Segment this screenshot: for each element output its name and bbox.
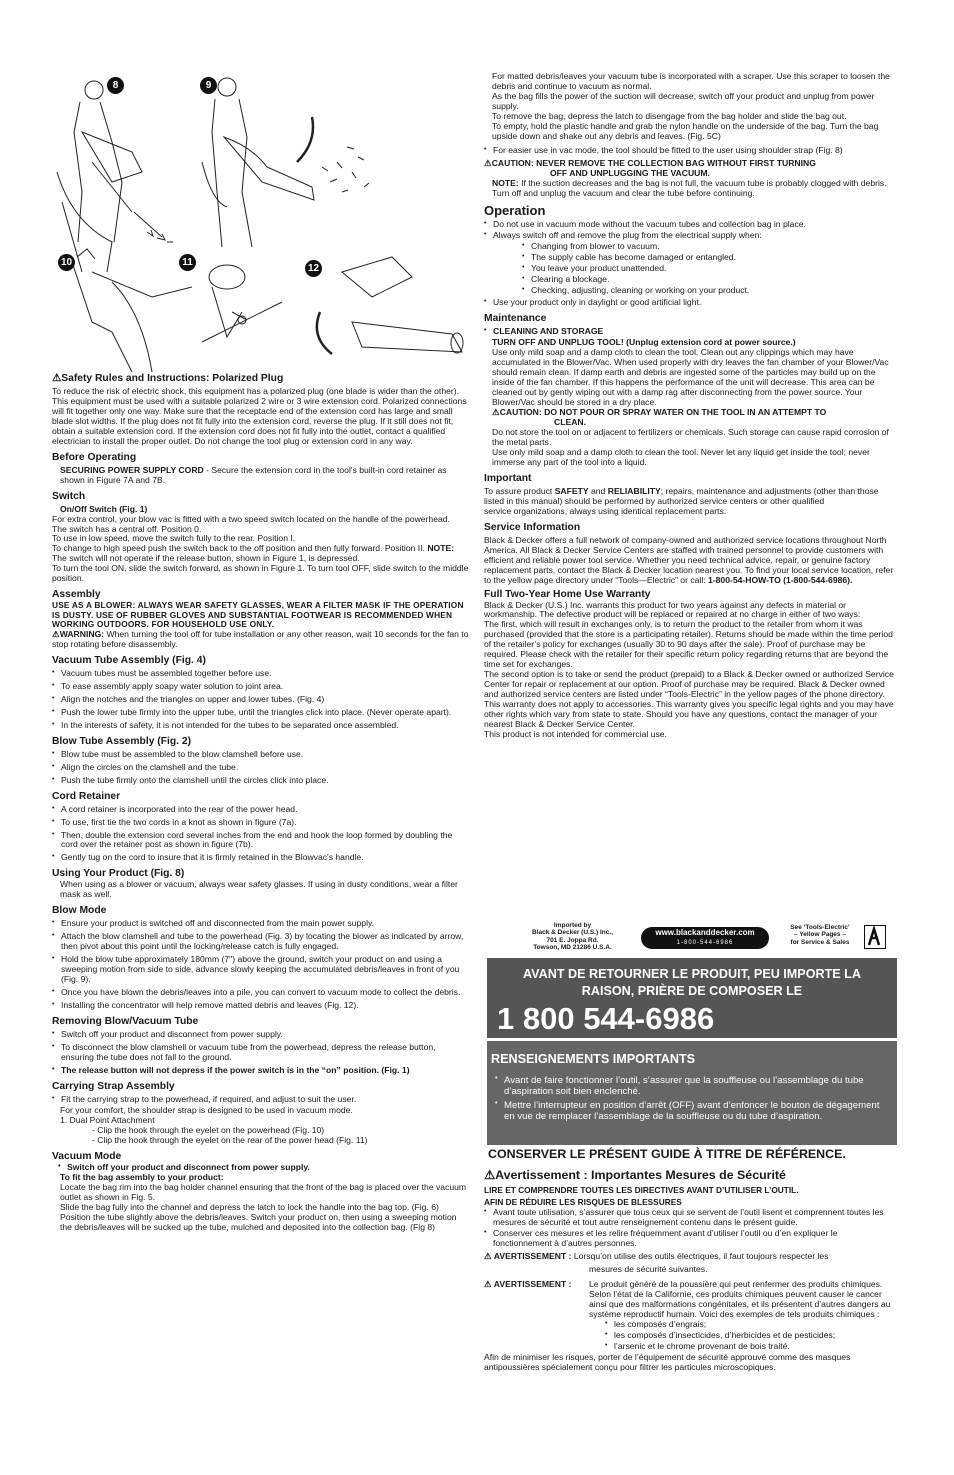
logos-row — [500, 918, 900, 958]
carrying-l3: 1. Dual Point Attachment — [60, 1114, 155, 1125]
warning-triangle-icon: ⚠ — [484, 1168, 496, 1183]
paragraph: Black & Decker (U.S.) Inc. warrants this product for two years against any defects in material or workmanship. The defective product will be replaced or repaired at no charge in either of two ways: — [484, 599, 861, 620]
paragraph: Selon l’état de la Californie, ces produits chimiques peuvent causer le cancer ainsi que des malformations congénitales, et ils présentent d’autres dangers au système reproductif humain. Voici des exemples de tels produits chimiques : — [589, 1288, 891, 1319]
caution-2-cont: CLEAN. — [554, 417, 586, 428]
operation-sublist — [484, 242, 898, 296]
list-item: • l’arsenic et le chrome provenant de bois traité. — [605, 1342, 898, 1352]
carrying-l2: For your comfort, the shoulder strap is designed to be used in vacuum mode. — [60, 1104, 353, 1115]
list-item: • Clearing a blockage. — [522, 275, 898, 285]
list-item: • To disconnect the blow clamshell or vacuum tube from the powerhead, depress the release button, ensuring the tube does not fall to the ground. — [52, 1043, 470, 1063]
vacuum-tube-list — [52, 669, 470, 731]
french-list — [484, 1208, 898, 1249]
list-item: • Do not use in vacuum mode without the vacuum tubes and collection bag in place. — [484, 220, 898, 230]
list-item: • Align the circles on the clamshell and the tube. — [52, 763, 470, 773]
removing-heading: Removing Blow/Vacuum Tube — [52, 1015, 199, 1027]
service-text: Black & Decker offers a full network of company-owned and authorized service locations throughout North America. All Black & Decker Service Centers are staffed with trained personnel to provide customers with efficient and reliable power tool service. Whether you need technical advice, repair, or genuine factory replacement parts, contact the Black & Decker location nearest you. To find your local service location, refer to the yellow page directory under “Tools—Electric” or call: 1-800-54-HOW-TO (1-800-544-6986). — [484, 534, 894, 585]
list-item: • Use your product only in daylight or good artificial light. — [484, 298, 898, 308]
caution-2: ⚠CAUTION: DO NOT POUR OR SPRAY WATER ON THE TOOL IN AN ATTEMPT TO — [492, 407, 827, 418]
list-item: • Once you have blown the debris/leaves into a pile, you can convert to vacuum mode to collect the debris. — [52, 988, 470, 998]
list-item: • The release button will not depress if the power switch is in the “on” position. (Fig. 1) — [52, 1066, 470, 1076]
callout-phone: 1 800 544-6986 — [497, 1001, 715, 1037]
list-item: • To ease assembly apply soapy water solution to joint area. — [52, 682, 470, 692]
paragraph: The first, which will result in exchanges only, is to return the product to the retailer from whom it was purchased (provided that the store is a participating retailer). Returns should be made within the time period of the retailer’s policy for exchanges (usually 30 to 90 days after the sale). Proof of purchase may be required. Please check with the retailer for their specific return policy regarding returns that are beyond the time set for exchanges. — [484, 619, 893, 670]
paragraph: TURN OFF AND UNPLUG TOOL! (Unplug extension cord at power source.) — [492, 337, 796, 348]
website-url: www.blackanddecker.com — [655, 928, 755, 937]
list-item: • Switch off your product and disconnect from power supply. — [58, 1163, 470, 1173]
chem-list — [589, 1320, 898, 1352]
important-heading: Important — [484, 472, 532, 484]
cord-retainer-list — [52, 805, 470, 864]
figure-8-badge: 8 — [107, 77, 124, 94]
list-item: • Checking, adjusting, cleaning or working on your product. — [522, 286, 898, 296]
list-item: • les composés d’insecticides, d’herbicides et de pesticides; — [605, 1331, 898, 1341]
paragraph: Use only mild soap and a damp cloth to clean the tool. Never let any liquid get inside the tool; never immerse any part of the tool into a liquid. — [492, 447, 870, 467]
using-heading: Using Your Product (Fig. 8) — [52, 868, 185, 880]
warning-triangle-icon: ⚠ — [484, 1278, 492, 1289]
before-operating-heading: Before Operating — [52, 451, 137, 463]
renseignements-box — [487, 1041, 897, 1145]
conserver-heading: CONSERVER LE PRÉSENT GUIDE À TITRE DE RÉFÉRENCE. — [488, 1147, 846, 1161]
figure-11-badge: 11 — [179, 254, 196, 271]
phone-callout — [487, 958, 897, 1038]
list-item: • Vacuum tubes must be assembled together before use. — [52, 669, 470, 679]
maintenance-heading: Maintenance — [484, 313, 547, 325]
list-item: • Hold the blow tube approximately 180mm (7") above the ground, switch your product on and using a sweeping motion from side to side, advance slowly keeping the accumulated debris/leaves in front of you (Fig. 9). — [52, 955, 470, 985]
important-text: To assure product SAFETY and RELIABILITY; repairs, maintenance and adjustments (other than those listed in this manual) should be performed by authorized service centers or other qualified — [484, 485, 879, 506]
warning-triangle-icon: ⚠ — [492, 407, 500, 418]
list-item: • Align the notches and the triangles on upper and lower tubes. (Fig. 4) — [52, 695, 470, 705]
list-item: • Push the lower tube firmly into the upper tube, until the triangles click into place. (Never operate apart). — [52, 708, 470, 718]
maintenance-list — [484, 327, 898, 337]
callout-line-2: RAISON, PRIÈRE DE COMPOSER LE — [581, 983, 803, 998]
warning-line: ⚠WARNING: When turning the tool off for tube installation or any other reason, wait 10 seconds for the fan to stop rotating before disassembly. — [52, 629, 469, 650]
carrying-l5: - Clip the hook through the eyelet on the rear of the power head (Fig. 11) — [92, 1134, 368, 1145]
carrying-heading: Carrying Strap Assembly — [52, 1080, 175, 1092]
switch-p5: To turn the tool ON, slide the switch forward, as shown in Figure 1. To turn tool OFF, slide switch to the middle position. — [52, 563, 469, 584]
caution-1: ⚠CAUTION: NEVER REMOVE THE COLLECTION BAG WITHOUT FIRST TURNING — [484, 157, 816, 168]
service-heading: Service Information — [484, 521, 581, 533]
vacuum-mode-heading: Vacuum Mode — [52, 1150, 122, 1162]
paragraph: To remove the bag, depress the latch to disengage from the bag holder and slide the bag out. — [492, 110, 847, 121]
switch-p1: For extra control, your blow vac is fitted with a two speed switch located on the handle of the powerhead. — [52, 513, 450, 524]
warranty-heading: Full Two-Year Home Use Warranty — [484, 588, 651, 600]
list-item: • Installing the concentrator will help remove matted debris and leaves (Fig. 12). — [52, 1001, 470, 1011]
importer-line: Towson, MD 21286 U.S.A. — [533, 944, 612, 952]
importer-line: Black & Decker (U.S.) Inc., — [532, 929, 613, 937]
cord-retainer-heading: Cord Retainer — [52, 790, 121, 802]
list-item: • Then, double the extension cord several inches from the end and hook the loop formed by doubling the cord over the retainer post as shown in figure (7b). — [52, 831, 470, 851]
list-item: • les composés d’engrais; — [605, 1320, 898, 1330]
blow-tube-list — [52, 750, 470, 786]
list-item: • Fit the carrying strap to the powerhead, if required, and adjust to suit the user. — [52, 1095, 470, 1105]
list-item: • Mettre l’interrupteur en position d’arrêt (OFF) avant d’enfoncer le bouton de dégagement en vue de remplacer l’assemblage de la souffleuse ou du tube d’aspiration. — [495, 1100, 887, 1122]
vacuum-mode-list — [52, 1163, 470, 1173]
figure-9-badge: 9 — [200, 77, 217, 94]
list-item: • You leave your product unattended. — [522, 264, 898, 274]
vacuum-mode-sub: To fit the bag assembly to your product: — [60, 1172, 224, 1183]
warning-triangle-icon: ⚠ — [52, 629, 60, 640]
list-item: • CLEANING AND STORAGE — [484, 327, 898, 337]
operation-heading: Operation — [484, 202, 546, 218]
list-item: • Switch off your product and disconnect from power supply. — [52, 1030, 470, 1040]
paragraph: The second option is to take or send the product (prepaid) to a Black & Decker owned or authorized Service Center for repair or replacement at our option. Proof of purchase may be required. Black & Decker owned and authorized service centers are listed under “Tools-Electric” in the yellow pages of the phone directory. — [484, 669, 894, 700]
lire-line: LIRE ET COMPRENDRE TOUTES LES DIRECTIVES AVANT D’UTILISER L’OUTIL. — [484, 1184, 799, 1195]
list-item: • Conserver ces mesures et les relire fréquemment avant d’utiliser l’outil ou d’en expliquer le fonctionnement à d’autres personnes. — [484, 1229, 898, 1249]
importer-line: Imported by — [553, 922, 592, 929]
avertissement-2-label: ⚠ AVERTISSEMENT : — [484, 1278, 572, 1289]
see-line: – Yellow Pages – — [794, 931, 846, 939]
vacuum-mode-p1: Locate the bag rim into the bag holder channel ensuring that the front of the bag is placed over the vacuum outlet as shown in Fig. 5. — [60, 1182, 467, 1203]
figure-10-badge: 10 — [58, 254, 75, 271]
list-item: • For easier use in vac mode, the tool should be fitted to the user using shoulder strap (Fig. 8) — [484, 146, 898, 156]
assembly-heading: Assembly — [52, 589, 101, 601]
vacuum-mode-p3: Position the tube slightly above the debris/leaves. Switch your product on, then using a sweeping motion the debris/leaves will be sucked up the tube, mulched and deposited into the collection bag. (Fig 8) — [60, 1212, 457, 1233]
list-item: • A cord retainer is incorporated into the rear of the power head. — [52, 805, 470, 815]
note: NOTE: If the suction decreases and the bag is not full, the vacuum tube is probably clogged with debris. Turn off and unplug the vacuum and clear the tube before continuing. — [492, 177, 887, 198]
afin-final: Afin de minimiser les risques, porter de l’équipement de sécurité approuvé comme des masques antipoussières spécialement conçu pour filtrer les particules microscopiques. — [484, 1351, 851, 1372]
left-column — [52, 373, 470, 1233]
vacuum-continued — [484, 72, 898, 142]
avertissement-heading: ⚠Avertissement : Importantes Mesures de Sécurité — [484, 1168, 786, 1183]
avertissement-1-cont: mesures de sécurité suivantes. — [589, 1263, 708, 1274]
list-item: • Changing from blower to vacuum. — [522, 242, 898, 252]
safety-text: To reduce the risk of electric shock, this equipment has a polarized plug (one blade is wider than the other). This equipment must be used with a suitable polarized 2 wire or 3 wire extension cord. Polarized connections will fit together only one way. Make sure that the receptacle end of the extension cord has large and small blade slot widths. If the plug does not fit fully into the extension cord, reverse the plug. If it still does not fit, obtain a suitable extension cord. If the extension cord does not fit fully into the outlet, contact a qualified electrician to install the proper outlet. Do not change the tool plug or extension cord in any way. — [52, 385, 467, 446]
see-line: See ‘Tools-Electric’ — [790, 924, 850, 931]
switch-subheading: On/Off Switch (Fig. 1) — [60, 503, 148, 514]
avertissement-2 — [484, 1280, 898, 1353]
list-item: • Attach the blow clamshell and tube to the powerhead (Fig. 3) by locating the blower as indicated by arrow, then pivot about this point until the locking/release catch is fully engaged. — [52, 932, 470, 952]
strap-list — [484, 146, 898, 156]
figures-illustration — [52, 72, 470, 372]
list-item: • Blow tube must be assembled to the blow clamshell before use. — [52, 750, 470, 760]
assembly-caps: USE AS A BLOWER: ALWAYS WEAR SAFETY GLASSES, WEAR A FILTER MASK IF THE OPERATION IS DUSTY. USE OF RUBBER GLOVES AND SUBSTANTIAL FOOTWEAR IS RECOMMENDED WHEN WORKING OUTDOORS. FOR HOUSEHOLD USE ONLY. — [52, 600, 464, 630]
paragraph: Le produit généré de la poussière qui peut renfermer des produits chimiques. — [589, 1278, 883, 1289]
vacuum-mode-p2: Slide the bag fully into the channel and depress the latch to lock the handle into the bag top. (Fig. 6) — [60, 1202, 439, 1213]
operation-list — [484, 220, 898, 241]
blow-mode-heading: Blow Mode — [52, 905, 107, 917]
french-section — [484, 1147, 898, 1373]
paragraph: Do not store the tool on or adjacent to fertilizers or chemicals. Such storage can cause rapid corrosion of the metal parts. — [492, 427, 889, 448]
removing-list — [52, 1030, 470, 1076]
afin-line: AFIN DE RÉDUIRE LES RISQUES DE BLESSURES — [484, 1197, 682, 1208]
avertissement-2-body — [589, 1280, 898, 1353]
figure-12-badge: 12 — [305, 260, 322, 277]
maintenance-body — [484, 338, 898, 468]
operation-last-list — [484, 298, 898, 308]
before-operating-text: SECURING POWER SUPPLY CORD - Secure the extension cord in the tool's built-in cord retainer as shown in Figure 7A and 7B. — [60, 464, 447, 485]
renseignements-heading: RENSEIGNEMENTS IMPORTANTS — [491, 1052, 696, 1066]
avertissement-1: ⚠ AVERTISSEMENT : Lorsqu’on utilise des outils électriques, il faut toujours respecter les — [484, 1250, 829, 1261]
list-item: • Gently tug on the cord to insure that it is firmly retained in the Blowvac's handle. — [52, 853, 470, 863]
blow-mode-list — [52, 919, 470, 1011]
carrying-l4: - Clip the hook through the eyelet on the powerhead (Fig. 10) — [92, 1124, 325, 1135]
switch-p4: To change to high speed push the switch back to the off position and then fully forward. Position II. NOTE: The switch will not operate if the release button, shown in Figure 1, is depressed. — [52, 543, 455, 564]
yellow-pages-note — [774, 924, 866, 946]
paragraph: To empty, hold the plastic handle and grab the nylon handle on the underside of the bag. Turn the bag upside down and shake out any debris and leaves. (Fig. 5C) — [492, 120, 879, 141]
see-line: for Service & Sales — [790, 938, 850, 946]
important-text-2: service organizations, always using identical replacement parts. — [484, 505, 727, 516]
right-column — [484, 72, 898, 740]
switch-heading: Switch — [52, 490, 86, 502]
safety-heading: ⚠Safety Rules and Instructions: Polarized Plug — [52, 373, 284, 384]
warning-triangle-icon: ⚠ — [52, 373, 62, 384]
list-item: • The supply cable has become damaged or entangled. — [522, 253, 898, 263]
paragraph: For matted debris/leaves your vacuum tube is incorporated with a scraper. Use this scraper to loosen the debris and continue to vacuum as normal. — [492, 71, 890, 91]
paragraph: As the bag fills the power of the suction will decrease, switch off your product and unplug from power supply. — [492, 90, 875, 111]
carrying-list — [52, 1095, 470, 1105]
switch-p2: The switch has a central off. Position 0. — [52, 523, 202, 534]
list-item: • Ensure your product is switched off and disconnected from the main power supply. — [52, 919, 470, 929]
list-item: • To use, first tie the two cords in a knot as shown in figure (7a). — [52, 818, 470, 828]
renseignements-list — [495, 1075, 887, 1123]
caution-1-cont: OFF AND UNPLUGGING THE VACUUM. — [550, 167, 710, 178]
list-item: • Avant toute utilisation, s’assurer que tous ceux qui se servent de l’outil lisent et comprennent toutes les mesures de sécurité et tout autre renseignement contenu dans le présent guide. — [484, 1208, 898, 1228]
paragraph: Use only mild soap and a damp cloth to clean the tool. Clean out any clippings which may have accumulated in the Blower/Vac. When used properly with dry leaves the fan chamber of your Blower/Vac should remain clean. If damp earth and debris are ingested some of the particles may build up on the inside of the fan chamber. If this happens the performance of the unit will decrease. This area can be cleaned out by gently wiping out with a damp rag after disconnecting from the power source. Your Blower/Vac should be stored in a dry place. — [492, 347, 889, 408]
list-item: • In the interests of safety, it is not intended for the tubes to be separated once assembled. — [52, 721, 470, 731]
vacuum-tube-heading: Vacuum Tube Assembly (Fig. 4) — [52, 655, 206, 667]
yellow-pages-icon — [864, 925, 886, 949]
list-item: • Push the tube firmly onto the clamshell until the circles click into place. — [52, 776, 470, 786]
list-item: • Avant de faire fonctionner l’outil, s’assurer que la souffleuse ou l’assemblage du tube d’aspiration soit bien enclenché. — [495, 1075, 887, 1097]
importer-line: 701 E. Joppa Rd. — [546, 936, 599, 944]
paragraph: This warranty does not apply to accessories. This warranty gives you specific legal rights and you may have other rights which vary from state to state. Should you have any questions, contact the manager of your nearest Black & Decker Service Center. — [484, 699, 894, 730]
blow-tube-heading: Blow Tube Assembly (Fig. 2) — [52, 735, 192, 747]
website-logo — [641, 927, 769, 949]
warning-triangle-icon: ⚠ — [484, 157, 492, 168]
list-item: • Always switch off and remove the plug from the electrical supply when: — [484, 231, 898, 241]
switch-p3: To use in low speed, move the switch fully to the rear. Position I. — [52, 533, 296, 544]
using-text: When using as a blower or vacuum, always wear safety glasses. If using in dusty conditions, wear a filter mask as well. — [60, 879, 458, 900]
paragraph: This product is not intended for commercial use. — [484, 729, 667, 740]
figures-area — [52, 72, 470, 372]
warning-triangle-icon: ⚠ — [484, 1250, 492, 1261]
importer-info — [510, 922, 635, 952]
callout-line-1: AVANT DE RETOURNER LE PRODUIT, PEU IMPORTE LA — [523, 967, 861, 981]
website-phone: 1-800-544-6986 — [676, 940, 734, 946]
